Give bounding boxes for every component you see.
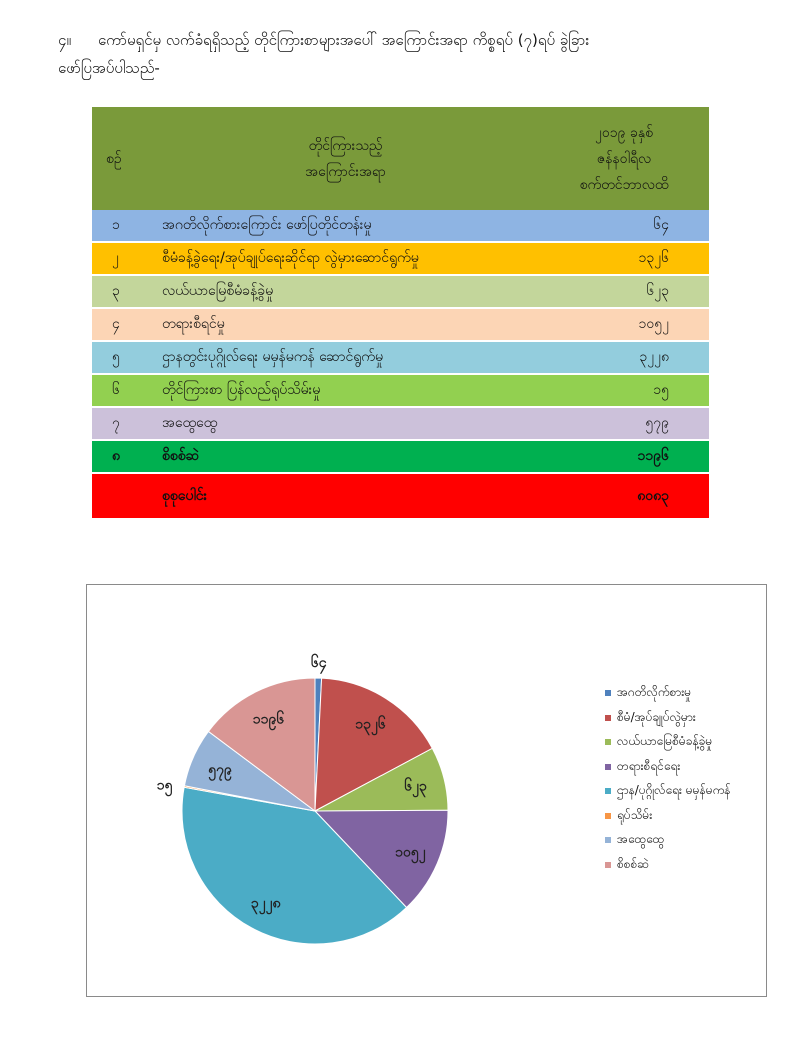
row-no: ၇: [92, 407, 152, 440]
header-count-line-2: ဇန်နဝါရီလ: [596, 150, 652, 167]
row-no: ၁: [92, 210, 152, 242]
pie-data-label: ၅၇၉: [208, 762, 232, 779]
row-no: ၈: [92, 440, 152, 473]
legend-item: [605, 828, 765, 853]
legend-swatch: [605, 690, 611, 696]
header-count: [539, 107, 709, 210]
row-subject: ဌာနတွင်းပုဂ္ဂိုလ်ရေး မမှန်မကန် ဆောင်ရွက်မှု: [152, 341, 539, 374]
header-count-line-1: ၂၀၁၉ ခုနှစ်: [595, 124, 653, 141]
row-subject: စိစစ်ဆဲ: [152, 440, 539, 473]
legend-label: လယ်ယာမြေစီမံခန့်ခွဲမှု: [617, 734, 713, 749]
legend-swatch: [605, 862, 611, 868]
row-count: ၁၃၂၆: [539, 242, 709, 275]
header-count-line-3: စက်တင်ဘာလထိ: [579, 176, 669, 193]
header-no: စဉ်: [92, 107, 152, 210]
pie-data-label: ၁၃၂၆: [355, 716, 386, 733]
table-row: [92, 407, 709, 440]
legend-label: တရားစီရင်ရေး: [617, 758, 681, 773]
legend-item: [605, 853, 765, 878]
intro-paragraph: [58, 26, 758, 82]
table-row: [92, 242, 709, 275]
intro-line-1: ကော်မရှင်မှ လက်ခံရရှိသည့် တိုင်ကြားစာများအပေါ် အကြောင်းအရာ ကိစ္စရပ် (၇)ရပ် ခွဲခြား: [98, 31, 590, 49]
row-subject: လယ်ယာမြေစီမံခန့်ခွဲမှု: [152, 275, 539, 308]
legend-label: အဂတိလိုက်စားမှု: [617, 685, 692, 700]
legend-swatch: [605, 764, 611, 770]
legend-label: စိစစ်ဆဲ: [617, 856, 649, 871]
header-subject: [152, 107, 539, 210]
total-count: ၈၀၈၃: [539, 473, 709, 519]
legend-swatch: [605, 739, 611, 745]
pie-data-label: ၁၁၉၆: [252, 711, 285, 728]
row-no: ၆: [92, 374, 152, 407]
legend-label: စီမံ/အုပ်ချုပ်လွဲမှား: [617, 709, 696, 724]
row-count: ၁၀၅၂: [539, 308, 709, 341]
row-no: ၅: [92, 341, 152, 374]
row-subject: အထွေထွေ: [152, 407, 539, 440]
legend-item: [605, 681, 765, 706]
legend-label: အထွေထွေ: [617, 832, 665, 847]
pie-data-label: ၁၀၅၂: [395, 844, 426, 861]
table-total-row: [92, 473, 709, 519]
complaints-table: [92, 107, 709, 520]
total-no: [92, 473, 152, 519]
row-count: ၆၂၃: [539, 275, 709, 308]
legend-swatch: [605, 715, 611, 721]
section-number: ၄။: [58, 31, 71, 49]
table-body: [92, 210, 709, 519]
row-count: ၁၅: [539, 374, 709, 407]
table-row: [92, 440, 709, 473]
legend-item: [605, 706, 765, 731]
legend-item: [605, 804, 765, 829]
row-count: ၆၄: [539, 210, 709, 242]
row-count: ၅၇၉: [539, 407, 709, 440]
header-subject-line-2: အကြောင်းအရာ: [305, 163, 386, 180]
legend-item: [605, 730, 765, 755]
row-subject: တိုင်ကြားစာ ပြန်လည်ရုပ်သိမ်းမှု: [152, 374, 539, 407]
pie-data-label: ၃၂၂၈: [250, 895, 281, 912]
legend-item: [605, 779, 765, 804]
row-no: ၂: [92, 242, 152, 275]
row-no: ၃: [92, 275, 152, 308]
pie-data-label: ၆၄: [310, 655, 327, 672]
intro-line-2: ဖော်ပြအပ်ပါသည်-: [58, 59, 160, 77]
row-no: ၄: [92, 308, 152, 341]
table-row: [92, 308, 709, 341]
total-label: စုစုပေါင်း: [152, 473, 539, 519]
row-count: ၃၂၂၈: [539, 341, 709, 374]
header-subject-line-1: တိုင်ကြားသည့်: [308, 137, 383, 154]
legend-label: ရုပ်သိမ်း: [617, 807, 653, 822]
table-header-row: [92, 107, 709, 210]
row-subject: စီမံခန့်ခွဲရေး/အုပ်ချုပ်ရေးဆိုင်ရာ လွဲမှားဆောင်ရွက်မှု: [152, 242, 539, 275]
pie-chart-frame: [86, 584, 767, 997]
pie-data-label: ၁၅: [156, 777, 173, 794]
legend-swatch: [605, 788, 611, 794]
pie-data-label: ၆၂၃: [404, 778, 427, 795]
row-subject: တရားစီရင်မှု: [152, 308, 539, 341]
row-count: ၁၁၉၆: [539, 440, 709, 473]
legend-label: ဌာန/ပုဂ္ဂိုလ်ရေး မမှန်မကန်: [617, 783, 731, 798]
legend-swatch: [605, 837, 611, 843]
legend-swatch: [605, 813, 611, 819]
table-row: [92, 374, 709, 407]
legend-item: [605, 755, 765, 780]
row-subject: အဂတိလိုက်စားကြောင်း ဖော်ပြတိုင်တန်းမှု: [152, 210, 539, 242]
table-row: [92, 210, 709, 242]
table-row: [92, 275, 709, 308]
table-row: [92, 341, 709, 374]
chart-legend: [605, 681, 765, 877]
